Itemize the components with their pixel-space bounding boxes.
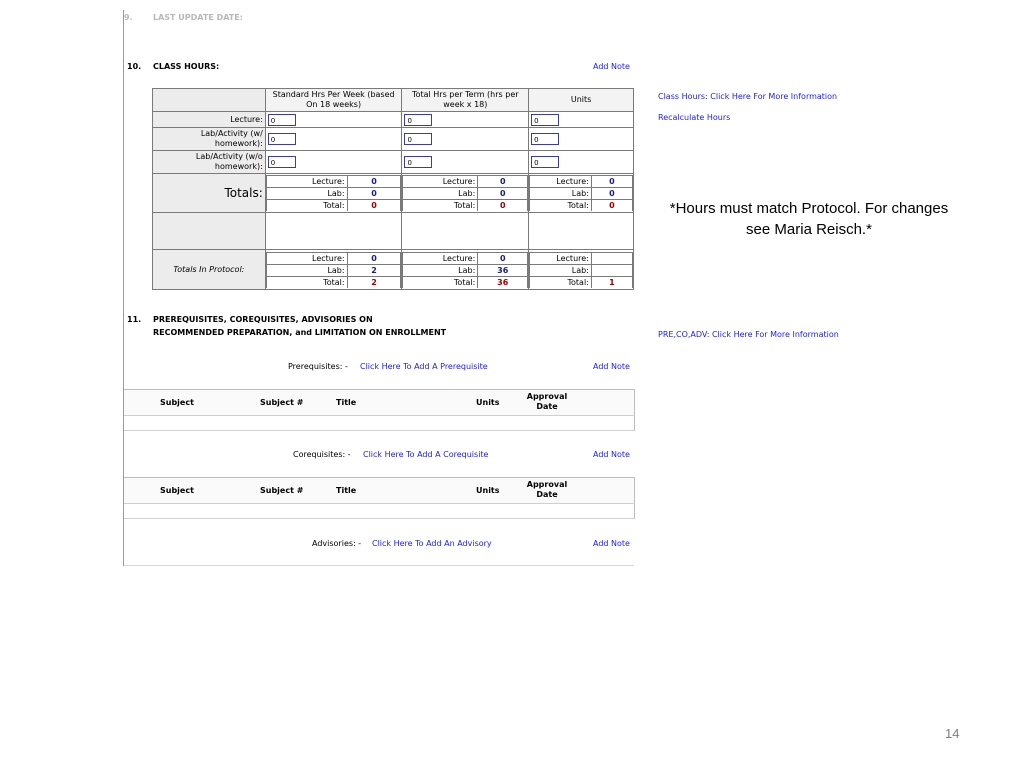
row-label-lecture: Lecture: <box>153 112 266 128</box>
term-total-lab: 0 <box>478 188 528 200</box>
sub-label: Lecture: <box>403 176 478 188</box>
prerequisites-table-header <box>124 389 635 416</box>
lab-no-homework-term-input[interactable]: 0 <box>404 156 432 168</box>
spacer-cell <box>265 213 402 250</box>
term-totals <box>402 175 528 211</box>
column-approval-date: Approval Date <box>526 392 568 411</box>
page-number: 14 <box>945 726 960 741</box>
sub-label: Lecture: <box>530 176 592 188</box>
standard-total-total: 0 <box>347 200 401 212</box>
protocol-term-totals <box>402 252 528 288</box>
column-title: Title <box>336 486 357 495</box>
column-subject-number: Subject # <box>260 486 304 495</box>
protocol-standard-lab: 2 <box>347 264 401 276</box>
lab-no-homework-standard-input[interactable]: 0 <box>268 156 296 168</box>
section-9-title: LAST UPDATE DATE: <box>153 13 243 22</box>
sub-label: Lab: <box>403 188 478 200</box>
sub-label: Total: <box>403 276 478 288</box>
protocol-units-lecture <box>591 252 632 264</box>
recalculate-hours-link[interactable]: Recalculate Hours <box>658 113 731 122</box>
advisories-add-note-link[interactable]: Add Note <box>593 539 630 548</box>
protocol-standard-total: 2 <box>347 276 401 288</box>
section-10-number: 10. <box>127 62 142 71</box>
add-corequisite-link[interactable]: Click Here To Add A Corequisite <box>363 450 489 459</box>
protocol-note: *Hours must match Protocol. For changes see Maria Reisch.* <box>669 200 949 238</box>
column-subject: Subject <box>160 486 194 495</box>
standard-total-lecture: 0 <box>347 176 401 188</box>
lab-homework-standard-input[interactable]: 0 <box>268 133 296 145</box>
lab-homework-term-input[interactable]: 0 <box>404 133 432 145</box>
protocol-term-lab: 36 <box>478 264 528 276</box>
section-bottom-divider <box>124 565 634 566</box>
corner-cell <box>153 89 266 112</box>
totals-label: Totals: <box>153 174 266 213</box>
class-hours-add-note-link[interactable]: Add Note <box>593 62 630 71</box>
sub-label: Lecture: <box>403 252 478 264</box>
standard-totals <box>266 175 402 211</box>
class-hours-table <box>152 88 634 290</box>
protocol-term-total: 36 <box>478 276 528 288</box>
lab-no-homework-units-input[interactable]: 0 <box>531 156 559 168</box>
corequisites-label: Corequisites: - <box>293 450 351 459</box>
units-total-total: 0 <box>591 200 632 212</box>
spacer-cell <box>529 213 634 250</box>
lecture-standard-input[interactable]: 0 <box>268 114 296 126</box>
corequisites-add-note-link[interactable]: Add Note <box>593 450 630 459</box>
standard-total-lab: 0 <box>347 188 401 200</box>
class-hours-info-link[interactable]: Class Hours: Click Here For More Information <box>658 92 838 101</box>
corequisites-table-header <box>124 477 635 504</box>
pre-co-adv-info-link[interactable]: PRE,CO,ADV: Click Here For More Information <box>658 330 839 339</box>
units-total-lecture: 0 <box>591 176 632 188</box>
column-units: Units <box>476 486 500 495</box>
totals-in-protocol-label: Totals In Protocol: <box>153 250 266 290</box>
prerequisites-empty-row <box>124 415 635 431</box>
protocol-units-total: 1 <box>591 276 632 288</box>
sub-label: Total: <box>403 200 478 212</box>
sub-label: Lab: <box>403 264 478 276</box>
sub-label: Total: <box>266 200 347 212</box>
sub-label: Lecture: <box>266 252 347 264</box>
advisories-label: Advisories: - <box>312 539 362 548</box>
sub-label: Total: <box>530 200 592 212</box>
section-9-number: 9. <box>124 13 133 22</box>
sub-label: Lecture: <box>266 176 347 188</box>
spacer-cell <box>153 213 266 250</box>
section-11-number: 11. <box>127 315 142 324</box>
column-units: Units <box>476 398 500 407</box>
row-label-lab-without-homework: Lab/Activity (w/o homework): <box>153 151 266 174</box>
protocol-units-lab <box>591 264 632 276</box>
prerequisites-label: Prerequisites: - <box>288 362 348 371</box>
units-total-lab: 0 <box>591 188 632 200</box>
protocol-standard-totals <box>266 252 402 288</box>
sub-label: Lab: <box>530 264 592 276</box>
corequisites-empty-row <box>124 503 635 519</box>
sub-label: Total: <box>266 276 347 288</box>
sub-label: Total: <box>530 276 592 288</box>
header-units: Units <box>529 89 634 112</box>
section-10-title: CLASS HOURS: <box>153 62 220 71</box>
lab-homework-units-input[interactable]: 0 <box>531 133 559 145</box>
spacer-cell <box>402 213 529 250</box>
sub-label: Lab: <box>266 188 347 200</box>
sub-label: Lab: <box>266 264 347 276</box>
protocol-term-lecture: 0 <box>478 252 528 264</box>
sub-label: Lecture: <box>530 252 592 264</box>
section-11-title-line2: RECOMMENDED PREPARATION, and LIMITATION ON ENROLLMENT <box>153 328 447 337</box>
units-totals <box>529 175 633 211</box>
lecture-term-input[interactable]: 0 <box>404 114 432 126</box>
prerequisites-add-note-link[interactable]: Add Note <box>593 362 630 371</box>
header-total-hours: Total Hrs per Term (hrs per week x 18) <box>402 89 529 112</box>
protocol-standard-lecture: 0 <box>347 252 401 264</box>
column-subject-number: Subject # <box>260 398 304 407</box>
column-approval-date: Approval Date <box>526 480 568 499</box>
term-total-total: 0 <box>478 200 528 212</box>
section-11-title-line1: PREREQUISITES, COREQUISITES, ADVISORIES ON <box>153 315 373 324</box>
header-standard-hours: Standard Hrs Per Week (based On 18 weeks) <box>265 89 402 112</box>
term-total-lecture: 0 <box>478 176 528 188</box>
column-title: Title <box>336 398 357 407</box>
column-subject: Subject <box>160 398 194 407</box>
protocol-units-totals <box>529 252 633 288</box>
add-advisory-link[interactable]: Click Here To Add An Advisory <box>372 539 492 548</box>
sub-label: Lab: <box>530 188 592 200</box>
add-prerequisite-link[interactable]: Click Here To Add A Prerequisite <box>360 362 488 371</box>
row-label-lab-with-homework: Lab/Activity (w/ homework): <box>153 128 266 151</box>
lecture-units-input[interactable]: 0 <box>531 114 559 126</box>
